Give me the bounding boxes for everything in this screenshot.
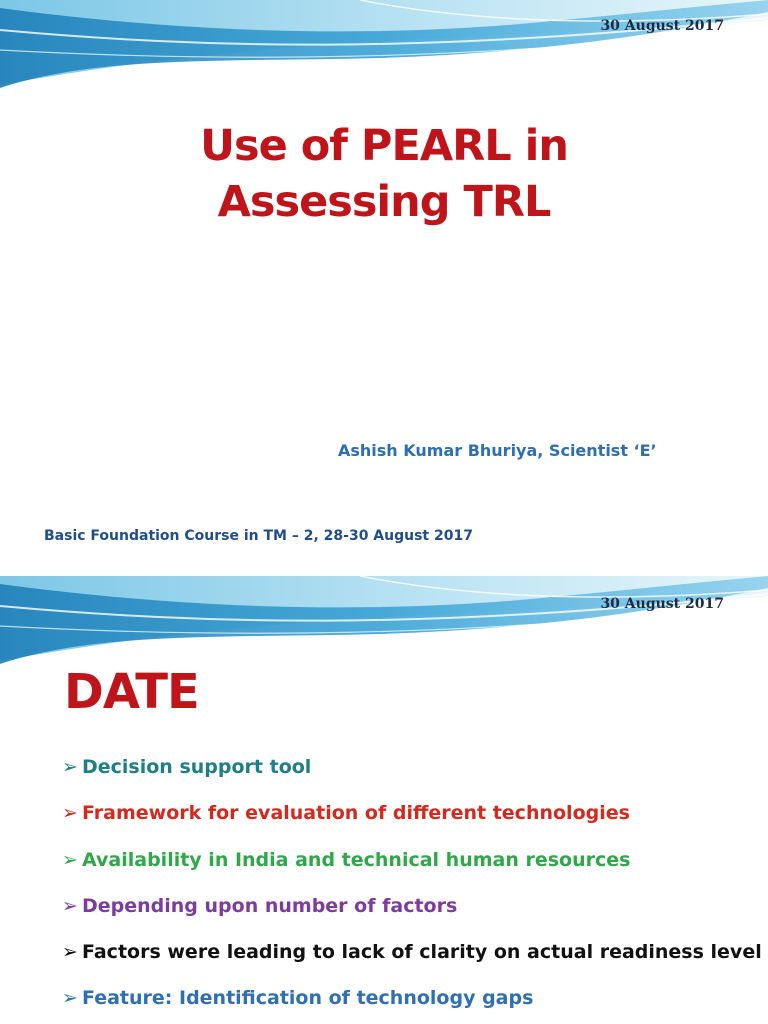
arrow-bullet-icon: ➢: [62, 987, 78, 1010]
bullet-text: Depending upon number of factors: [82, 894, 458, 917]
bullet-item: [62, 941, 762, 987]
arrow-bullet-icon: ➢: [62, 941, 78, 964]
bullet-text: Factors were leading to lack of clarity on actual readiness level: [82, 941, 762, 964]
bullet-text: Feature: Identification of technology gaps: [82, 987, 534, 1010]
arrow-bullet-icon: ➢: [62, 756, 78, 778]
bullet-list: [62, 756, 762, 1024]
title-line-1: Use of PEARL in: [200, 121, 568, 171]
bullet-text: Decision support tool: [82, 756, 312, 778]
author-line: Ashish Kumar Bhuriya, Scientist ‘E’: [338, 441, 657, 460]
bullet-text: Framework for evaluation of different technologies: [82, 802, 630, 825]
slide-date: 30 August 2017: [600, 18, 724, 34]
arrow-bullet-icon: ➢: [62, 802, 78, 825]
slide-date-content: [0, 576, 768, 1024]
bullet-item: [62, 987, 762, 1024]
bullet-text: Availability in India and technical human resources: [82, 848, 631, 871]
bullet-item: [62, 849, 762, 895]
wave-banner-decoration: [0, 576, 768, 676]
arrow-bullet-icon: ➢: [62, 894, 78, 917]
course-footer: Basic Foundation Course in TM – 2, 28-30 August 2017: [44, 528, 473, 544]
slide-date: 30 August 2017: [600, 596, 724, 612]
slide-title-text: [0, 118, 768, 230]
bullet-item: [62, 895, 762, 941]
arrow-bullet-icon: ➢: [62, 848, 78, 871]
slide-heading: DATE: [64, 664, 199, 720]
title-line-2: Assessing TRL: [217, 177, 551, 227]
wave-banner-decoration: [0, 0, 768, 100]
bullet-item: [62, 802, 762, 848]
bullet-item: [62, 756, 762, 802]
